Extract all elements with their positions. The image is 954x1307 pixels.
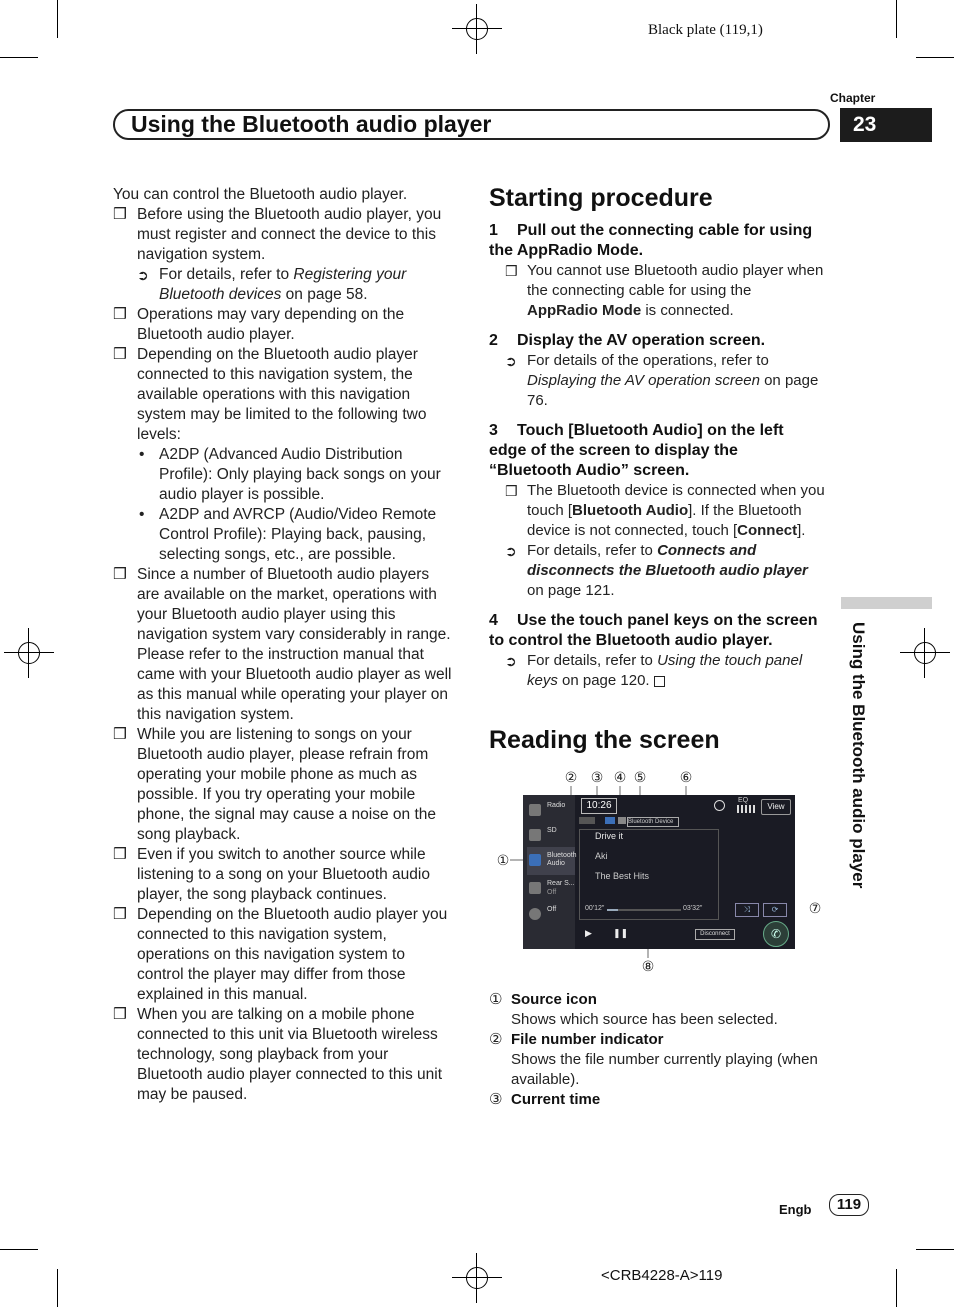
list-item: ❒ Operations may vary depending on the Bluetooth audio player. (113, 306, 405, 343)
language-code: Engb (779, 1202, 812, 1217)
list-item: ❒ Even if you switch to another source while listening to a song on your Bluetooth audio player, the song playback continues. (113, 846, 430, 903)
list-item: ❒ When you are talking on a mobile phone connected to this unit via Bluetooth wireless technology, song playback from your Bluetooth audio player connected to this unit may be paused. (113, 1006, 443, 1103)
cross-reference: Displaying the AV operation screen (527, 372, 760, 389)
radio-icon (529, 804, 541, 816)
list-item: ❒ You cannot use Bluetooth audio player when the connecting cable for using the AppRadio Mode is connected. (505, 262, 824, 319)
checkbox-bullet-icon: ❒ (113, 206, 127, 223)
checkbox-bullet-icon: ❒ (113, 1006, 127, 1023)
crop-mark (57, 1269, 58, 1307)
device-name-tag: Bluetooth Device (627, 817, 679, 827)
list-item: ③ Current time (489, 1091, 601, 1108)
section-heading-starting-procedure: Starting procedure (489, 184, 713, 212)
shuffle-button[interactable]: ⤨ (735, 903, 759, 917)
power-icon (529, 908, 541, 920)
bluetooth-icon (529, 854, 541, 866)
elapsed-time: 00'12" (585, 905, 605, 912)
crop-mark (0, 57, 38, 58)
registration-mark-icon (452, 4, 502, 54)
repeat-button[interactable]: ⟳ (763, 903, 787, 917)
left-column (113, 185, 455, 1105)
list-item: ① Source icon Shows which source has been selected. (489, 991, 778, 1028)
callout-3: ③ (590, 769, 604, 785)
cross-reference: Using the touch panel keys (527, 652, 803, 689)
side-tab-text: Using the Bluetooth audio player (849, 622, 868, 889)
plate-label: Black plate (119,1) (648, 22, 763, 38)
arrow-icon: ➲ (137, 267, 149, 283)
current-time: 10:26 (581, 798, 617, 814)
eq-label: EQ (738, 797, 749, 804)
section-heading-reading-screen: Reading the screen (489, 726, 720, 754)
source-off[interactable]: Off (527, 901, 575, 929)
crop-mark (896, 1269, 897, 1307)
list-item: ❒ While you are listening to songs on your Bluetooth audio player, please refrain from operating your mobile phone as much as possible. If you try operating your mobile phone, the signal may cause a noise on the song playback. (113, 726, 437, 843)
source-radio[interactable]: Radio (527, 797, 575, 825)
device-screenshot (523, 795, 795, 949)
step-1: 1 Pull out the connecting cable for using the AppRadio Mode. (489, 222, 813, 259)
artist-name: Aki (595, 851, 608, 861)
dot-bullet-icon: • (139, 506, 145, 523)
progress-bar (607, 909, 681, 911)
track-title: Drive it (595, 831, 624, 841)
callout-2: ② (564, 769, 578, 785)
registration-mark-icon (4, 628, 54, 678)
list-item: ❒ Since a number of Bluetooth audio players are available on the market, operations with your Bluetooth audio player using this navigation system vary considerably in range. Please refer to the instruction manual that came with your Bluetooth audio player as well as this manual while operating your player on this navigation system. (113, 566, 452, 723)
page-number: 119 (829, 1194, 869, 1216)
arrow-icon: ➲ (505, 543, 517, 559)
checkbox-bullet-icon: ❒ (113, 906, 127, 923)
list-item: ❒ Depending on the Bluetooth audio player connected to this navigation system, the available operations with this navigation system may be limited to the following two levels: (113, 346, 427, 443)
callout-1: ① (496, 852, 510, 868)
crop-mark (916, 1249, 954, 1250)
view-button[interactable]: View (761, 799, 791, 815)
list-item: ② File number indicator Shows the file number currently playing (when available). (489, 1031, 818, 1088)
intro-text: You can control the Bluetooth audio player. (113, 186, 408, 203)
callout-6: ⑥ (679, 769, 693, 785)
checkbox-bullet-icon: ❒ (505, 263, 518, 279)
pause-button[interactable]: ❚❚ (613, 928, 629, 938)
file-number-indicator (579, 817, 595, 824)
dot-bullet-icon: • (139, 446, 145, 463)
checkbox-bullet-icon: ❒ (113, 306, 127, 323)
chapter-number: 23 (840, 108, 932, 142)
signal-icon (618, 817, 626, 824)
checkbox-bullet-icon: ❒ (113, 566, 127, 583)
checkbox-bullet-icon: ❒ (505, 483, 518, 499)
list-item: ➲ For details, refer to Registering your Bluetooth devices on page 58. (137, 266, 407, 303)
list-item: • A2DP and AVRCP (Audio/Video Remote Control Profile): Playing back, pausing, selecting songs, etc., are possible. (139, 506, 437, 563)
arrow-icon: ➲ (505, 653, 517, 669)
crop-mark (896, 0, 897, 38)
callout-8: ⑧ (641, 958, 655, 974)
checkbox-bullet-icon: ❒ (113, 726, 127, 743)
search-icon[interactable] (714, 800, 725, 811)
album-name: The Best Hits (595, 871, 650, 881)
end-mark-icon (654, 676, 665, 687)
registration-mark-icon (452, 1253, 502, 1303)
document-code: <CRB4228-A>119 (601, 1267, 723, 1284)
source-sd[interactable]: SD (527, 822, 575, 850)
list-item: ❒ Depending on the Bluetooth audio player you connected to this navigation system, operations on this navigation system to control the player may differ from those explained in this manual. (113, 906, 448, 1003)
remaining-time: 03'32" (683, 905, 703, 912)
chapter-label: Chapter (830, 91, 876, 105)
rear-icon (529, 882, 541, 894)
sd-card-icon (529, 829, 541, 841)
cross-reference: Connects and disconnects the Bluetooth audio player (527, 542, 808, 579)
source-rear[interactable]: Rear S... Off (527, 875, 575, 903)
play-button[interactable]: ▶ (585, 928, 592, 938)
checkbox-bullet-icon: ❒ (113, 346, 127, 363)
bluetooth-status-icon (605, 817, 615, 824)
registration-mark-icon (900, 628, 950, 678)
crop-mark (57, 0, 58, 38)
list-item: ➲ For details, refer to Using the touch panel keys on page 120. (505, 652, 803, 689)
source-bluetooth-audio[interactable]: Bluetooth Audio (527, 847, 575, 875)
crop-mark (0, 1249, 38, 1250)
callout-5: ⑤ (633, 769, 647, 785)
arrow-icon: ➲ (505, 353, 517, 369)
right-column (489, 183, 825, 691)
list-item: ➲ For details, refer to Connects and disconnects the Bluetooth audio player on page 121. (505, 542, 808, 599)
list-item: ❒ Before using the Bluetooth audio player, you must register and connect the device to this navigation system. (113, 206, 442, 263)
step-2: 2 Display the AV operation screen. (489, 332, 766, 349)
step-3: 3 Touch [Bluetooth Audio] on the left edge of the screen to display the “Bluetooth Audio” screen. (489, 422, 784, 479)
disconnect-button[interactable]: Disconnect (695, 929, 735, 940)
list-item: ➲ For details of the operations, refer to Displaying the AV operation screen on page 76. (505, 352, 819, 409)
header-title: Using the Bluetooth audio player (113, 109, 830, 140)
list-item: ❒ The Bluetooth device is connected when you touch [Bluetooth Audio]. If the Bluetooth device is not connected, touch [Connect]. (505, 482, 825, 539)
cross-reference: Registering your Bluetooth devices (159, 266, 407, 303)
side-tab (841, 597, 932, 609)
crop-mark (916, 57, 954, 58)
step-4: 4 Use the touch panel keys on the screen to control the Bluetooth audio player. (489, 612, 818, 649)
checkbox-bullet-icon: ❒ (113, 846, 127, 863)
list-item: • A2DP (Advanced Audio Distribution Profile): Only playing back songs on your audio player is possible. (139, 446, 441, 503)
eq-bars-icon (737, 805, 755, 813)
phone-icon[interactable]: ✆ (763, 921, 789, 947)
callout-4: ④ (613, 769, 627, 785)
callout-7: ⑦ (808, 900, 822, 916)
screen-legend (489, 990, 825, 1110)
